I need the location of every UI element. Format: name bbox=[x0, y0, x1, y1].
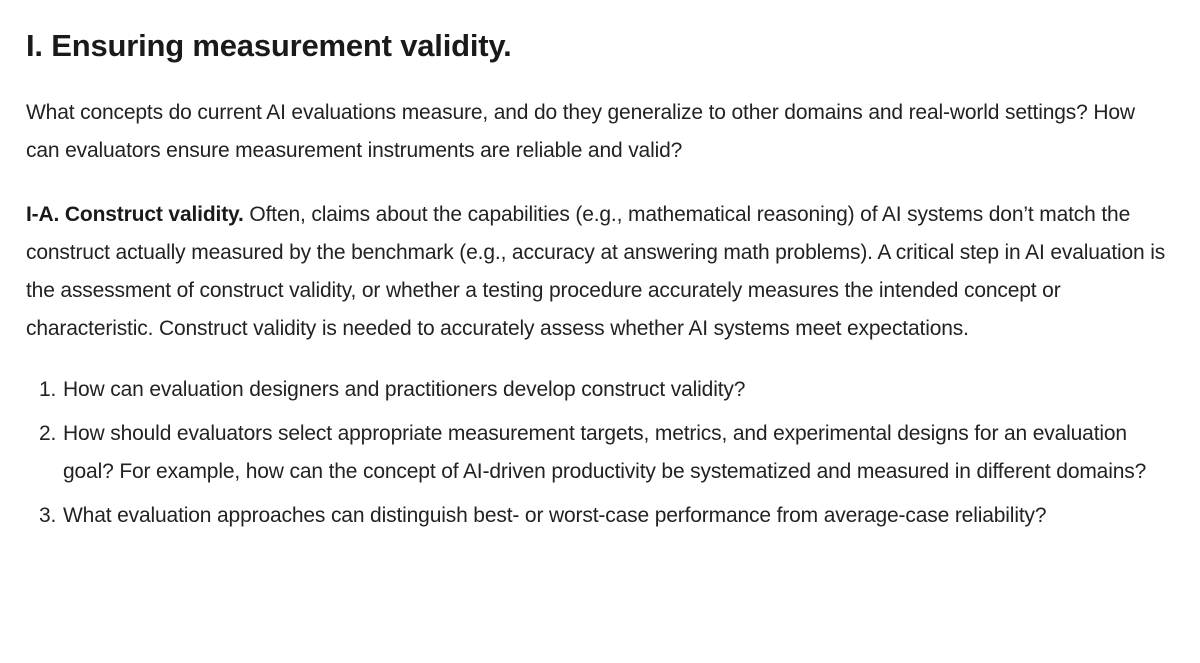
list-item bbox=[26, 415, 1170, 491]
list-item-text: How can evaluation designers and practitioners develop construct validity? bbox=[63, 378, 746, 401]
construct-validity-paragraph bbox=[26, 196, 1170, 348]
list-item bbox=[26, 497, 1170, 535]
research-questions-list bbox=[26, 371, 1170, 535]
list-item-number: 3. bbox=[39, 504, 57, 527]
subsection-heading: I-A. Construct validity. bbox=[26, 203, 244, 226]
list-item-number: 1. bbox=[39, 378, 57, 401]
section-heading: I. Ensuring measurement validity. bbox=[26, 28, 512, 63]
subsection-body: Often, claims about the capabilities (e.g., mathematical reasoning) of AI systems don’t match the construct actually measured by the benchmark (e.g., accuracy at answering math problems). A critical step in AI evaluation is the assessment of construct validity, or whether a testing procedure accurately measures the intended concept or characteristic. Construct validity is needed to accurately assess whether AI systems meet expectations. bbox=[26, 203, 1166, 340]
list-item-number: 2. bbox=[39, 422, 57, 445]
section-intro-paragraph: What concepts do current AI evaluations measure, and do they generalize to other domains and real-world settings? How can evaluators ensure measurement instruments are reliable and valid? bbox=[26, 101, 1135, 162]
list-item-text: What evaluation approaches can distinguish best- or worst-case performance from average-case reliability? bbox=[63, 504, 1047, 527]
list-item-text: How should evaluators select appropriate measurement targets, metrics, and experimental designs for an evaluation goal? For example, how can the concept of AI-driven productivity be systematized and measured in different domains? bbox=[63, 422, 1147, 483]
list-item bbox=[26, 371, 1170, 409]
